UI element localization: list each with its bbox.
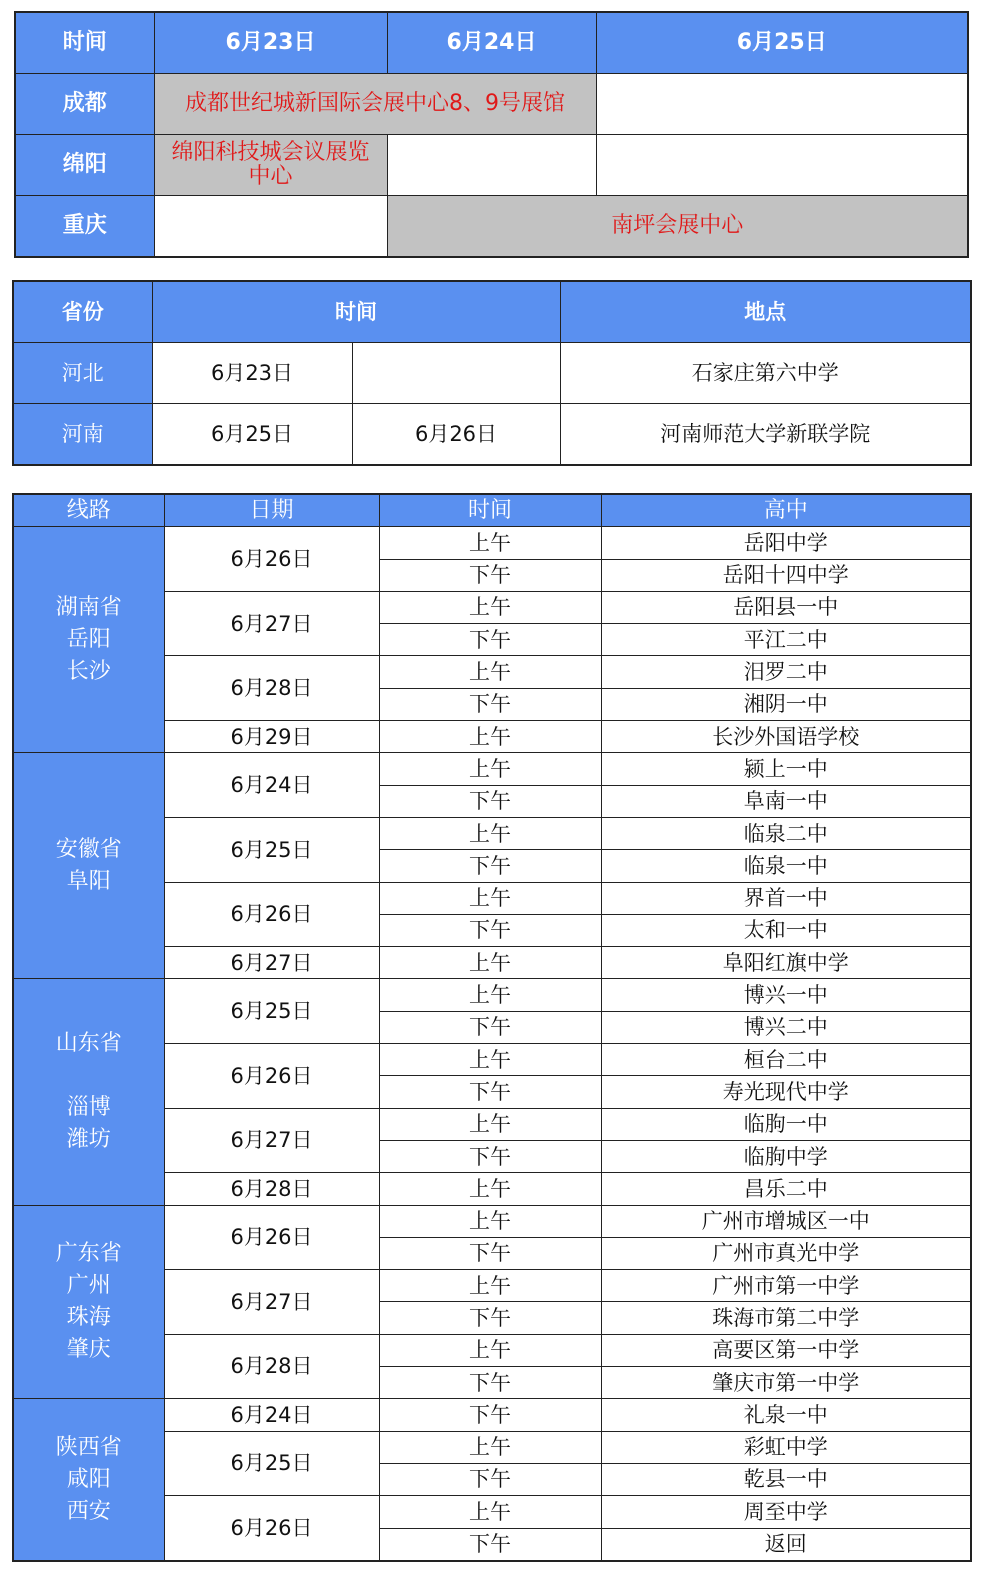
time-cell: 下午 <box>379 624 601 656</box>
date-cell: 6月26日 <box>164 1205 379 1270</box>
venue-cell: 绵阳科技城会议展览中心 <box>154 135 387 196</box>
date-cell: 6月27日 <box>164 1108 379 1173</box>
header-cell-date: 日期 <box>164 494 379 527</box>
time-cell: 上午 <box>379 721 601 753</box>
time-cell: 上午 <box>379 979 601 1011</box>
time-cell: 上午 <box>379 1173 601 1205</box>
school-cell: 珠海市第二中学 <box>601 1302 971 1334</box>
date-cell: 6月28日 <box>164 656 379 721</box>
time-cell: 下午 <box>379 850 601 882</box>
school-cell: 乾县一中 <box>601 1463 971 1495</box>
venue-cell: 成都世纪城新国际会展中心8、9号展馆 <box>154 74 596 135</box>
exhibition-header-row <box>15 12 968 74</box>
date-cell: 6月27日 <box>164 1270 379 1335</box>
date-cell: 6月25日 <box>164 817 379 882</box>
school-cell: 彩虹中学 <box>601 1431 971 1463</box>
route-row <box>13 979 971 1011</box>
place-cell: 河南师范大学新联学院 <box>560 404 971 466</box>
time-cell: 上午 <box>379 1431 601 1463</box>
time-cell: 上午 <box>379 947 601 979</box>
exhibition-row <box>15 196 968 258</box>
time-cell: 上午 <box>379 1496 601 1528</box>
route-schedule-table <box>12 493 972 1562</box>
school-cell: 博兴二中 <box>601 1011 971 1043</box>
school-cell: 博兴一中 <box>601 979 971 1011</box>
header-cell-province: 省份 <box>13 281 152 343</box>
date-cell: 6月26日 <box>164 1044 379 1109</box>
route-schedule-body <box>13 494 971 1561</box>
route-row <box>13 527 971 559</box>
school-cell: 阜阳红旗中学 <box>601 947 971 979</box>
school-cell: 阜南一中 <box>601 785 971 817</box>
school-cell: 临朐中学 <box>601 1140 971 1172</box>
city-cell: 重庆 <box>15 196 154 258</box>
school-cell: 昌乐二中 <box>601 1173 971 1205</box>
time-cell: 上午 <box>379 1044 601 1076</box>
time-cell: 上午 <box>379 817 601 849</box>
province-cell: 河南 <box>13 404 152 466</box>
exhibition-schedule-table <box>14 11 969 258</box>
school-cell: 汨罗二中 <box>601 656 971 688</box>
route-cell: 陕西省 咸阳 西安 <box>13 1399 164 1561</box>
school-cell: 返回 <box>601 1528 971 1561</box>
route-row <box>13 1399 971 1431</box>
place-cell: 石家庄第六中学 <box>560 343 971 404</box>
date-cell: 6月25日 <box>152 404 352 466</box>
province-header-row <box>13 281 971 343</box>
header-cell-school: 高中 <box>601 494 971 527</box>
date-cell: 6月24日 <box>164 1399 379 1431</box>
date-cell: 6月25日 <box>164 1431 379 1496</box>
city-cell: 成都 <box>15 74 154 135</box>
header-cell-time: 时间 <box>379 494 601 527</box>
date-cell: 6月29日 <box>164 721 379 753</box>
school-cell: 寿光现代中学 <box>601 1076 971 1108</box>
header-cell-date: 6月24日 <box>387 12 596 74</box>
date-cell: 6月27日 <box>164 591 379 656</box>
route-cell: 山东省 淄博 潍坊 <box>13 979 164 1205</box>
time-cell: 上午 <box>379 527 601 559</box>
school-cell: 高要区第一中学 <box>601 1334 971 1366</box>
header-cell-time: 时间 <box>152 281 560 343</box>
school-cell: 桓台二中 <box>601 1044 971 1076</box>
date-cell: 6月28日 <box>164 1173 379 1205</box>
empty-cell <box>596 74 968 135</box>
time-cell: 上午 <box>379 591 601 623</box>
school-cell: 平江二中 <box>601 624 971 656</box>
date-cell: 6月28日 <box>164 1334 379 1399</box>
time-cell: 下午 <box>379 559 601 591</box>
school-cell: 长沙外国语学校 <box>601 721 971 753</box>
school-cell: 广州市第一中学 <box>601 1270 971 1302</box>
date-cell: 6月26日 <box>164 527 379 592</box>
time-cell: 上午 <box>379 882 601 914</box>
date-cell <box>352 343 560 404</box>
time-cell: 上午 <box>379 1270 601 1302</box>
province-events-table <box>12 280 972 466</box>
time-cell: 上午 <box>379 656 601 688</box>
school-cell: 礼泉一中 <box>601 1399 971 1431</box>
school-cell: 太和一中 <box>601 914 971 946</box>
time-cell: 下午 <box>379 1367 601 1399</box>
empty-cell <box>596 135 968 196</box>
school-cell: 广州市真光中学 <box>601 1237 971 1269</box>
province-row <box>13 404 971 466</box>
school-cell: 岳阳中学 <box>601 527 971 559</box>
time-cell: 下午 <box>379 1302 601 1334</box>
time-cell: 上午 <box>379 1108 601 1140</box>
date-cell: 6月26日 <box>164 1496 379 1561</box>
venue-cell: 南坪会展中心 <box>387 196 968 258</box>
time-cell: 下午 <box>379 1463 601 1495</box>
header-cell-date: 6月23日 <box>154 12 387 74</box>
school-cell: 肇庆市第一中学 <box>601 1367 971 1399</box>
time-cell: 下午 <box>379 688 601 720</box>
route-row <box>13 1205 971 1237</box>
time-cell: 下午 <box>379 1237 601 1269</box>
route-cell: 湖南省 岳阳 长沙 <box>13 527 164 753</box>
city-cell: 绵阳 <box>15 135 154 196</box>
date-cell: 6月25日 <box>164 979 379 1044</box>
header-cell-place: 地点 <box>560 281 971 343</box>
school-cell: 周至中学 <box>601 1496 971 1528</box>
time-cell: 上午 <box>379 1334 601 1366</box>
time-cell: 下午 <box>379 1528 601 1561</box>
exhibition-row <box>15 74 968 135</box>
school-cell: 湘阴一中 <box>601 688 971 720</box>
school-cell: 临朐一中 <box>601 1108 971 1140</box>
route-header-row <box>13 494 971 527</box>
province-row <box>13 343 971 404</box>
date-cell: 6月26日 <box>164 882 379 947</box>
school-cell: 岳阳十四中学 <box>601 559 971 591</box>
route-cell: 安徽省 阜阳 <box>13 753 164 979</box>
date-cell: 6月26日 <box>352 404 560 466</box>
exhibition-row <box>15 135 968 196</box>
time-cell: 上午 <box>379 1205 601 1237</box>
school-cell: 岳阳县一中 <box>601 591 971 623</box>
province-cell: 河北 <box>13 343 152 404</box>
empty-cell <box>387 135 596 196</box>
school-cell: 界首一中 <box>601 882 971 914</box>
school-cell: 临泉一中 <box>601 850 971 882</box>
time-cell: 下午 <box>379 1140 601 1172</box>
time-cell: 下午 <box>379 785 601 817</box>
time-cell: 上午 <box>379 753 601 785</box>
route-cell: 广东省 广州 珠海 肇庆 <box>13 1205 164 1399</box>
header-cell-date: 6月25日 <box>596 12 968 74</box>
empty-cell <box>154 196 387 258</box>
header-cell-time: 时间 <box>15 12 154 74</box>
school-cell: 临泉二中 <box>601 817 971 849</box>
date-cell: 6月23日 <box>152 343 352 404</box>
date-cell: 6月27日 <box>164 947 379 979</box>
date-cell: 6月24日 <box>164 753 379 818</box>
school-cell: 广州市增城区一中 <box>601 1205 971 1237</box>
header-cell-route: 线路 <box>13 494 164 527</box>
time-cell: 下午 <box>379 1011 601 1043</box>
route-row <box>13 753 971 785</box>
time-cell: 下午 <box>379 1076 601 1108</box>
school-cell: 颍上一中 <box>601 753 971 785</box>
time-cell: 下午 <box>379 1399 601 1431</box>
time-cell: 下午 <box>379 914 601 946</box>
